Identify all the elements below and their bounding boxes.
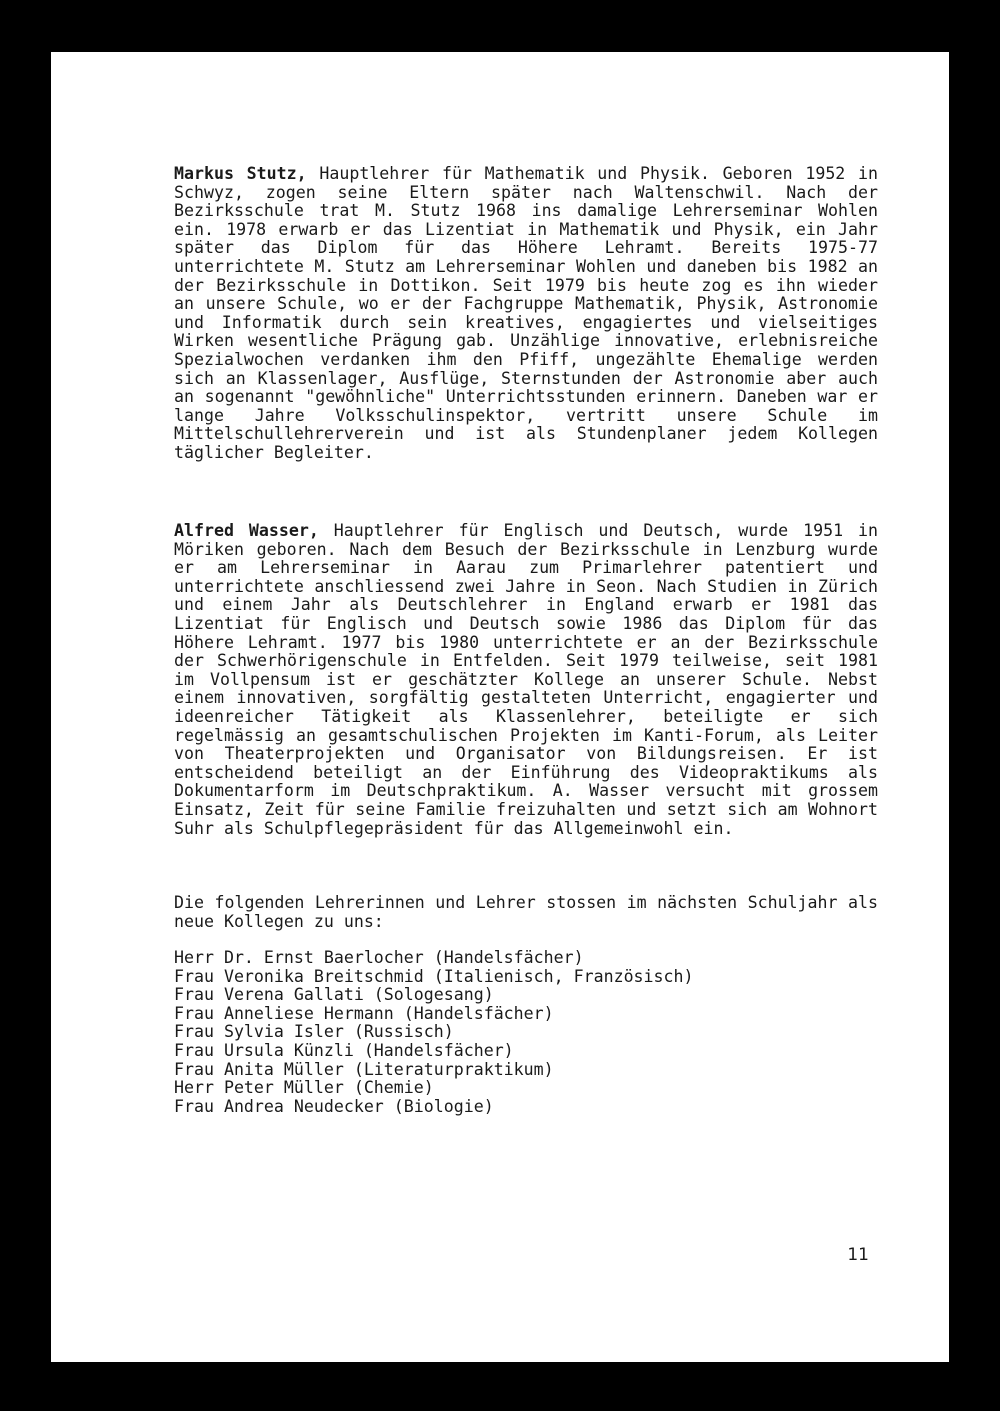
person-name: Alfred Wasser,: [174, 521, 319, 540]
list-item: Frau Veronika Breitschmid (Italienisch, Französisch): [174, 966, 694, 986]
paragraph-alfred-wasser: [174, 522, 878, 838]
person-name: Markus Stutz,: [174, 164, 307, 183]
list-item: Frau Verena Gallati (Sologesang): [174, 985, 494, 1005]
list-item: Herr Peter Müller (Chemie): [174, 1078, 434, 1098]
list-item: Frau Anneliese Hermann (Handelsfächer): [174, 1003, 554, 1023]
list-item: Frau Ursula Künzli (Handelsfächer): [174, 1040, 514, 1060]
list-item: Frau Anita Müller (Literaturpraktikum): [174, 1059, 554, 1079]
document-page: [51, 52, 949, 1362]
new-teachers-list: [174, 949, 878, 1116]
paragraph-text: Hauptlehrer für Mathematik und Physik. Geboren 1952 in Schwyz, zogen seine Eltern später nach Waltenschwil. Nach der Bezirksschule trat M. Stutz 1968 ins damalige Lehrerseminar Wohlen ein. 1978 erwarb er das Lizentiat in Mathematik und Physik, ein Jahr später das Diplom für das Höhere Lehramt. Bereits 1975-77 unterrichtete M. Stutz am Lehrerseminar Wohlen und daneben bis 1982 an der Bezirksschule in Dottikon. Seit 1979 bis heute zog es ihn wieder an unsere Schule, wo er der Fachgruppe Mathematik, Physik, Astronomie und Informatik durch sein kreatives, engagiertes und vielseitiges Wirken wesentliche Prägung gab. Unzählige innovative, erlebnisreiche Spezialwochen verdanken ihm den Pfiff, ungezählte Ehemalige werden sich an Klassenlager, Ausflüge, Sternstunden der Astronomie aber auch an sogenannt "gewöhnliche" Unterrichtsstunden erinnern. Daneben war er lange Jahre Volksschulinspektor, vertritt unsere Schule im Mittelschullehrerverein und ist als Stundenplaner jedem Kollegen täglicher Begleiter.: [174, 164, 879, 462]
page-number: 11: [847, 1245, 869, 1265]
list-item: Frau Sylvia Isler (Russisch): [174, 1022, 454, 1042]
paragraph-markus-stutz: [174, 165, 878, 463]
paragraph-text: Hauptlehrer für Englisch und Deutsch, wurde 1951 in Möriken geboren. Nach dem Besuch der Bezirksschule in Lenzburg wurde er am Lehrerseminar in Aarau zum Primarlehrer patentiert und unterrichtete anschliessend zwei Jahre in Seon. Nach Studien in Zürich und einem Jahr als Deutschlehrer in England erwarb er 1981 das Lizentiat für Englisch und Deutsch sowie 1986 das Diplom für das Höhere Lehramt. 1977 bis 1980 unterrichtete er an der Bezirksschule der Schwerhörigenschule in Entfelden. Seit 1979 teilweise, seit 1981 im Vollpensum ist er geschätzter Kollege an unserer Schule. Nebst einem innovativen, sorgfältig gestalteten Unterricht, engagierter und ideenreicher Tätigkeit als Klassenlehrer, beteiligte er sich regelmässig an gesamtschulischen Projekten im Kanti-Forum, als Leiter von Theaterprojekten und Organisator von Bildungsreisen. Er ist entscheidend beteiligt an der Einführung des Videopraktikums als Dokumentarform im Deutschpraktikum. A. Wasser versucht mit grossem Einsatz, Zeit für seine Familie freizuhalten und setzt sich am Wohnort Suhr als Schulpflegepräsident für das Allgemeinwohl ein.: [174, 521, 878, 838]
intro-paragraph: Die folgenden Lehrerinnen und Lehrer stossen im nächsten Schuljahr als neue Kollegen zu uns:: [174, 893, 878, 931]
list-item: Herr Dr. Ernst Baerlocher (Handelsfächer): [174, 948, 584, 967]
list-item: Frau Andrea Neudecker (Biologie): [174, 1096, 494, 1116]
